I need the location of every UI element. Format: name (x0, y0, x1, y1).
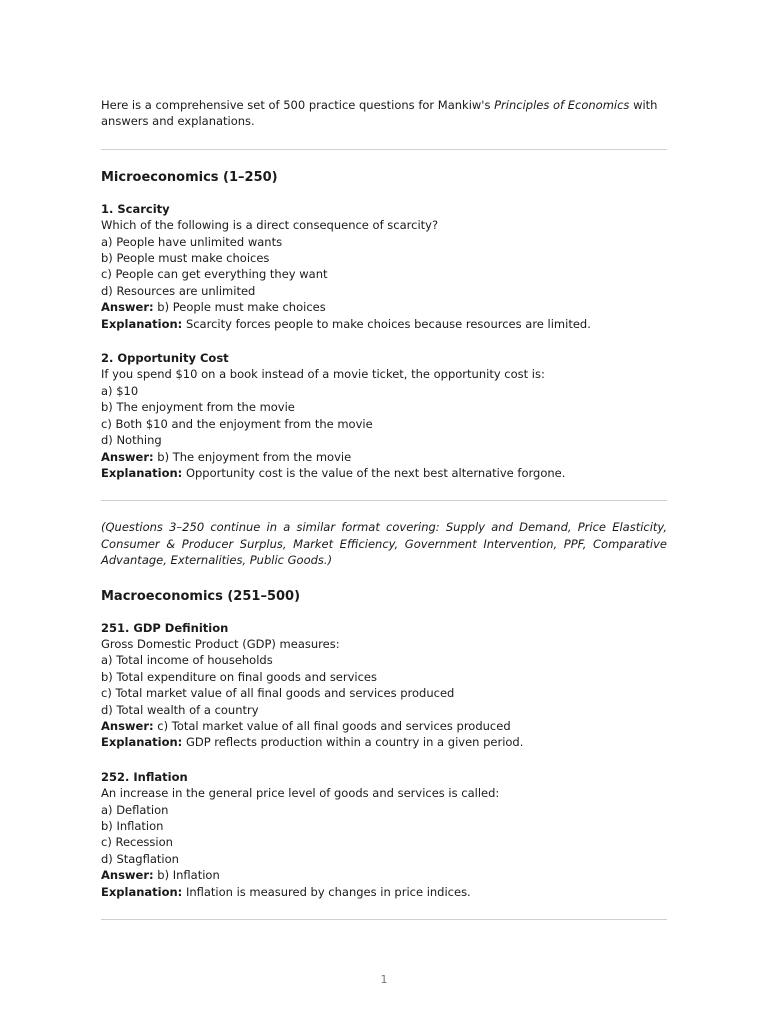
intro-text-after: with answers and explanations. (101, 98, 658, 129)
answer-option: c) Both $10 and the enjoyment from the movie (101, 416, 373, 431)
answer-text: b) Inflation (157, 868, 220, 883)
answer-text: b) People must make choices (157, 300, 326, 315)
explanation-line (101, 734, 667, 750)
answer-label: Answer: (101, 718, 154, 733)
answer-line (101, 299, 667, 315)
answer-option: b) The enjoyment from the movie (101, 400, 295, 415)
divider (101, 500, 667, 501)
answer-option: a) Deflation (101, 802, 169, 817)
document-page (101, 97, 667, 920)
question-title: 251. GDP Definition (101, 620, 229, 635)
question-block (101, 620, 667, 751)
answer-line (101, 718, 667, 734)
question-prompt: If you spend $10 on a book instead of a movie ticket, the opportunity cost is: (101, 367, 545, 382)
answer-option: d) Total wealth of a country (101, 702, 259, 717)
explanation-text: Opportunity cost is the value of the next best alternative forgone. (185, 465, 566, 480)
answer-label: Answer: (101, 300, 154, 315)
question-block (101, 350, 667, 481)
answer-text: c) Total market value of all final goods and services produced (157, 718, 511, 733)
explanation-text: Scarcity forces people to make choices because resources are limited. (185, 316, 591, 331)
explanation-text: Inflation is measured by changes in price indices. (185, 884, 471, 899)
divider (101, 149, 667, 150)
explanation-line (101, 884, 667, 900)
answer-option: b) Inflation (101, 819, 164, 833)
question-block (101, 201, 667, 332)
question-prompt: An increase in the general price level of goods and services is called: (101, 786, 500, 801)
answer-text: b) The enjoyment from the movie (157, 449, 352, 464)
question-title: 252. Inflation (101, 769, 188, 784)
question-title: 2. Opportunity Cost (101, 351, 229, 366)
section-title-macroeconomics: Macroeconomics (251–500) (101, 588, 301, 604)
question-block (101, 769, 667, 900)
page-number: 1 (380, 973, 388, 986)
answer-option: c) Recession (101, 835, 173, 850)
question-prompt: Which of the following is a direct consequence of scarcity? (101, 218, 439, 233)
section-title-microeconomics: Microeconomics (1–250) (101, 169, 278, 185)
answer-line (101, 867, 667, 883)
answer-option: a) $10 (101, 383, 139, 398)
continuation-note: (Questions 3–250 continue in a similar format covering: Supply and Demand, Price Elasticity, Consumer & Producer Surplus, Market Efficiency, Government Intervention, PPF, Comparative Advantage, Externalities, Public Goods.) (101, 520, 667, 568)
explanation-label: Explanation: (101, 316, 183, 331)
answer-option: d) Stagflation (101, 851, 179, 866)
explanation-label: Explanation: (101, 884, 183, 899)
answer-option: c) Total market value of all final goods and services produced (101, 686, 455, 701)
answer-label: Answer: (101, 868, 154, 883)
answer-option: a) People have unlimited wants (101, 234, 283, 249)
answer-option: d) Nothing (101, 433, 162, 448)
answer-option: b) People must make choices (101, 251, 270, 266)
answer-label: Answer: (101, 449, 154, 464)
explanation-line (101, 316, 667, 332)
explanation-line (101, 465, 667, 481)
answer-option: c) People can get everything they want (101, 267, 328, 282)
explanation-label: Explanation: (101, 735, 183, 750)
explanation-text: GDP reflects production within a country in a given period. (185, 735, 524, 750)
explanation-label: Explanation: (101, 465, 183, 480)
answer-option: b) Total expenditure on final goods and services (101, 669, 377, 684)
answer-line (101, 449, 667, 465)
question-prompt: Gross Domestic Product (GDP) measures: (101, 636, 340, 651)
divider (101, 919, 667, 920)
answer-option: d) Resources are unlimited (101, 283, 256, 298)
answer-option: a) Total income of households (101, 653, 273, 668)
intro-text-before: Here is a comprehensive set of 500 practice questions for Mankiw's (101, 98, 495, 112)
book-title: Principles of Economics (494, 98, 630, 112)
question-title: 1. Scarcity (101, 201, 170, 216)
intro-paragraph (101, 97, 667, 130)
